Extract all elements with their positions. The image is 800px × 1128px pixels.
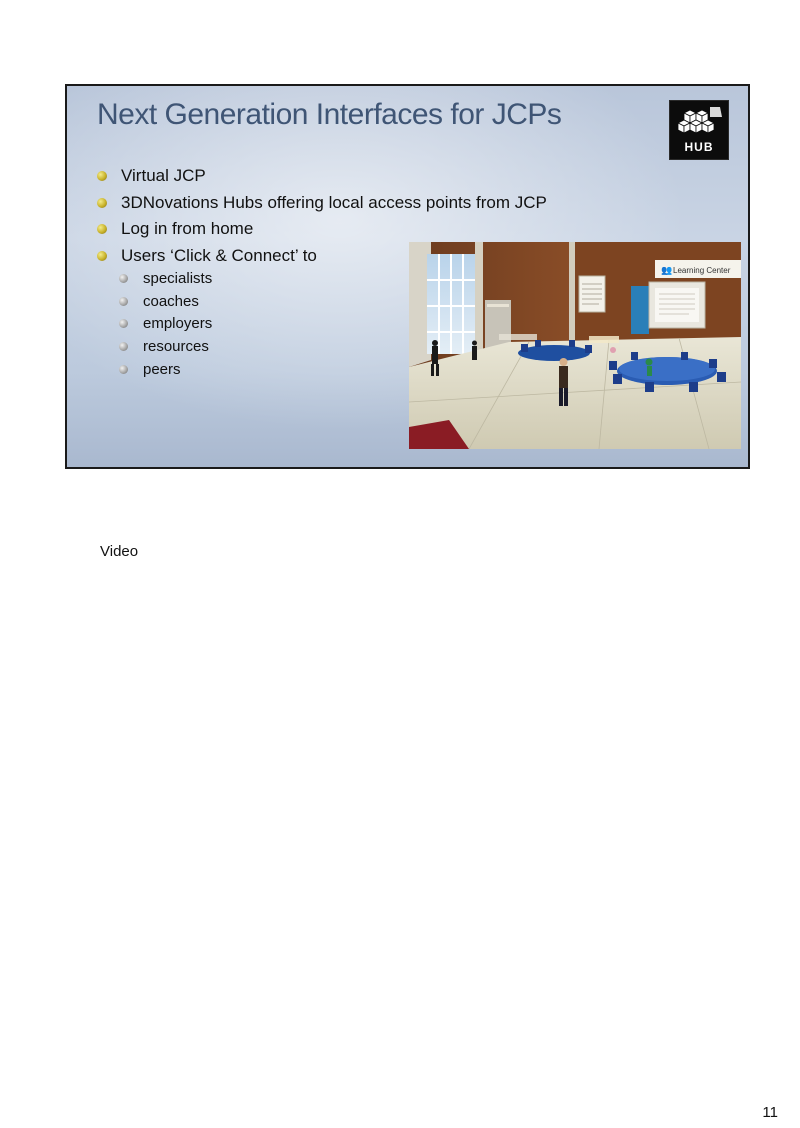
bullet-text: Users ‘Click & Connect’ to bbox=[121, 245, 317, 265]
gold-bullet-icon bbox=[97, 251, 107, 261]
grey-bullet-icon bbox=[119, 297, 128, 306]
bullet-text: 3DNovations Hubs offering local access points from JCP bbox=[121, 192, 547, 212]
gold-bullet-icon bbox=[97, 224, 107, 234]
logo-text: HUB bbox=[684, 140, 714, 154]
sub-bullet-item bbox=[119, 268, 212, 291]
sub-bullet-text: coaches bbox=[143, 292, 199, 310]
bullet-item bbox=[97, 216, 547, 243]
virtual-learning-center-image bbox=[409, 242, 741, 449]
sub-bullet-item bbox=[119, 359, 212, 382]
page-number: 11 bbox=[762, 1104, 778, 1121]
bullet-text: Log in from home bbox=[121, 219, 254, 238]
grey-bullet-icon bbox=[119, 342, 128, 351]
slide-title: Next Generation Interfaces for JCPs bbox=[97, 98, 562, 131]
sub-bullet-item bbox=[119, 336, 212, 359]
sub-bullet-text: employers bbox=[143, 315, 213, 333]
sub-bullet-text: peers bbox=[143, 360, 181, 378]
notes-text: Video bbox=[100, 543, 139, 560]
sub-bullet-list bbox=[119, 268, 212, 381]
grey-bullet-icon bbox=[119, 365, 128, 374]
slide bbox=[65, 84, 750, 469]
gold-bullet-icon bbox=[97, 171, 107, 181]
sub-bullet-text: resources bbox=[143, 338, 209, 356]
grey-bullet-icon bbox=[119, 319, 128, 328]
sub-bullet-item bbox=[119, 291, 212, 314]
cubes-icon bbox=[670, 105, 728, 137]
bullet-text: Virtual JCP bbox=[121, 166, 206, 185]
bullet-item bbox=[97, 163, 547, 190]
learning-center-sign: Learning Center bbox=[673, 266, 731, 275]
hub-logo bbox=[669, 100, 729, 160]
sub-bullet-text: specialists bbox=[143, 270, 213, 287]
grey-bullet-icon bbox=[119, 274, 128, 283]
svg-text:👥: 👥 bbox=[661, 265, 673, 275]
sub-bullet-item bbox=[119, 313, 212, 336]
bullet-item bbox=[97, 190, 547, 217]
gold-bullet-icon bbox=[97, 198, 107, 208]
